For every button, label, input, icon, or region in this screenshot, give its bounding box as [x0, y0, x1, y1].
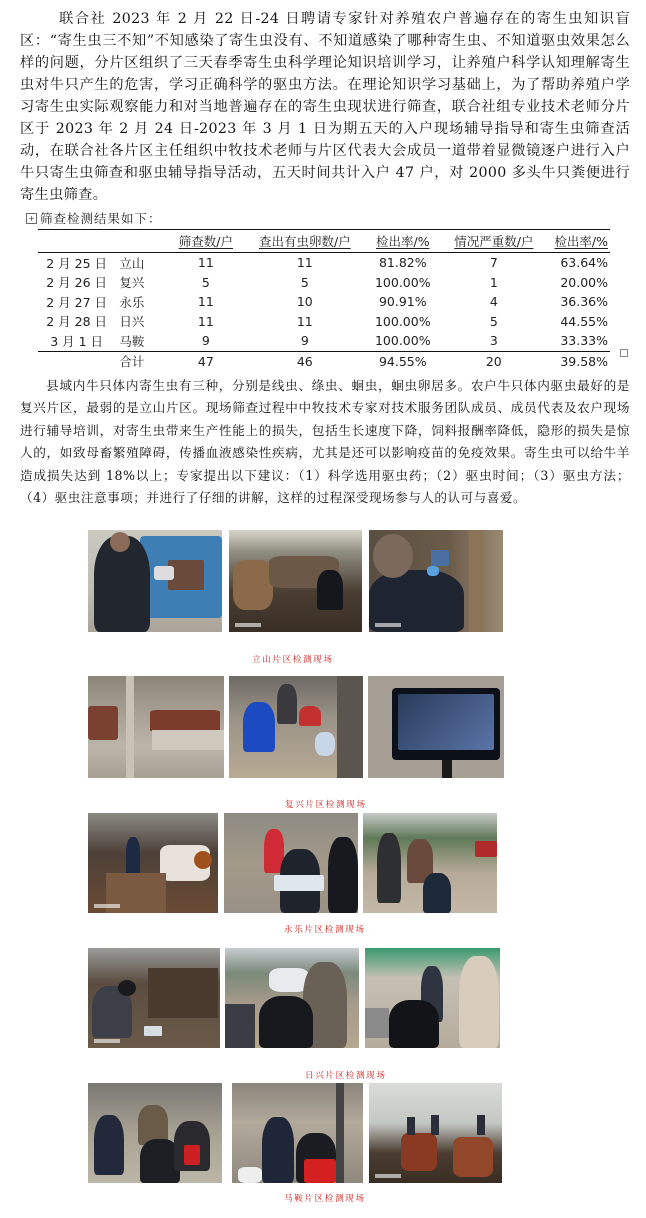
cell-date: 2 月 26 日 — [46, 275, 108, 291]
cattle-feeding-trough-photo — [88, 813, 218, 913]
barn-sampling-photo — [232, 1083, 363, 1183]
cell-positive: 10 — [296, 294, 313, 310]
group-sampling-photo — [229, 676, 363, 778]
photo-caption: 马鞍片区检测现场 — [284, 1194, 366, 1204]
table-header-row — [38, 230, 610, 253]
cell-total-severe-rate: 39.58% — [560, 353, 608, 369]
cell-positive-rate: 81.82% — [378, 255, 427, 271]
cell-area: 永乐 — [119, 294, 145, 310]
cattle-stalls-photo — [88, 676, 224, 778]
microscope-monitor-photo — [368, 676, 504, 778]
cell-date — [38, 351, 115, 371]
cell-area: 复兴 — [119, 275, 145, 291]
cell-screened: 11 — [197, 294, 214, 310]
cell-area: 立山 — [119, 255, 145, 271]
table-row — [38, 253, 610, 273]
table-row — [38, 273, 610, 293]
header-positive-rate: 检出率/% — [375, 234, 430, 249]
header-positive: 查出有虫卵数/户 — [258, 234, 351, 249]
findings-text: 县域内牛只体内寄生虫有三种，分别是线虫、绦虫、蛔虫，蛔虫卵居多。农户牛只体内驱虫最好的是复兴片区，最弱的是立山片区。现场筛查过程中中牧技术专家对技术服务团队成员、成员代表及农户现场进行辅导培训，对寄生虫带来生产性能上的损失，包括生长速度下降，饲料报酬率降低，隐形的损失是惊人的，如致母畜繁殖障碍，传播血液感染性疾病，尤其是还可以影响疫苗的免疫效果。寄生虫可以给牛羊造成损失达到 18%以上；专家提出以下建议：（1）科学选用驱虫药；（2）驱虫时间；（3）驱虫方法；（4）驱虫注意事项；并进行了仔细的讲解，这样的过程深受现场参与人的认可与喜爱。 — [20, 378, 630, 506]
cattle-in-tent-barn-photo — [369, 1083, 502, 1183]
cell-positive: 9 — [300, 333, 309, 349]
cell-area: 日兴 — [119, 314, 145, 330]
cell-total-positive: 46 — [296, 353, 313, 369]
cell-screened: 5 — [201, 274, 210, 290]
cell-severe-rate: 20.00% — [560, 274, 608, 290]
crouching-sampler-photo — [88, 948, 220, 1048]
cell-positive: 5 — [300, 274, 309, 290]
intro-paragraph — [20, 8, 630, 206]
header-area — [115, 230, 166, 253]
photo-caption: 复兴片区检测现场 — [285, 800, 367, 810]
findings-paragraph — [20, 375, 630, 509]
cattle-in-barn-photo — [229, 530, 362, 632]
table-row — [38, 331, 610, 351]
cell-date: 3 月 1 日 — [50, 333, 104, 349]
cell-severe-rate: 44.55% — [560, 313, 608, 329]
results-table-container — [38, 229, 610, 371]
header-date — [38, 230, 115, 253]
cell-severe: 1 — [489, 274, 498, 290]
cell-date: 2 月 27 日 — [46, 294, 108, 310]
photo-caption: 日兴片区检测现场 — [305, 1071, 387, 1081]
cell-total-severe: 20 — [485, 353, 502, 369]
cell-severe: 4 — [489, 294, 498, 310]
group-inspecting-sample-photo — [88, 1083, 222, 1183]
intro-text: 联合社 2023 年 2 月 22 日-24 日聘请专家针对养殖农户普遍存在的寄生虫知识盲区：“寄生虫三不知”不知感染了寄生虫没有、不知道感染了哪种寄生虫、不知道驱虫效果怎么样的问题，分片区组织了三天春季寄生虫科学理论知识培训学习，让养殖户科学认知理解寄生虫对牛只产生的危害，学习正确科学的驱虫方法。在理论知识学习基础上，为了帮助养殖户学习寄生虫实际观察能力和对当地普遍存在的寄生虫现状进行筛查，联合社组专业技术老师分片区于 2023 年 2 月 24 日-2023 年 3 月 1 日为期五天的入户现场辅导指导和寄生虫筛查活动，在联合社各片区主任组织中牧技术老师与片区代表大会成员一道带着显微镜逐户进行入户牛只寄生虫筛查和驱虫辅导指导活动，五天时间共计入户 47 户，对 2000 多头牛只粪便进行寄生虫筛查。 — [20, 11, 630, 203]
cell-positive: 11 — [296, 255, 313, 271]
cell-positive-rate: 90.91% — [378, 294, 427, 310]
move-handle-icon[interactable]: + — [26, 213, 37, 224]
man-with-tablet-photo — [369, 530, 503, 632]
table-total-row — [38, 351, 610, 371]
cell-screened: 11 — [197, 313, 214, 329]
cell-area: 马鞍 — [119, 333, 145, 349]
cell-severe: 5 — [489, 313, 498, 329]
man-at-blue-vehicle-photo — [88, 530, 222, 632]
microscope-outdoor-car-photo — [225, 948, 359, 1048]
cell-total-screened: 47 — [197, 353, 214, 369]
results-table — [38, 229, 610, 371]
outdoor-microscope-photo — [363, 813, 497, 913]
header-severe: 情况严重数/户 — [454, 234, 534, 249]
cell-screened: 11 — [197, 255, 214, 271]
cell-date: 2 月 25 日 — [46, 255, 108, 271]
table-row — [38, 292, 610, 312]
cell-positive-rate: 100.00% — [374, 274, 431, 290]
cell-positive: 11 — [296, 313, 313, 329]
photo-caption: 立山片区检测现场 — [252, 655, 334, 665]
cell-severe: 7 — [489, 255, 498, 271]
photo-caption: 永乐片区检测现场 — [284, 925, 366, 935]
header-severe-rate: 检出率/% — [554, 234, 608, 249]
cell-severe-rate: 33.33% — [560, 333, 608, 349]
cell-severe-rate: 63.64% — [560, 255, 608, 271]
header-screened: 筛查数/户 — [178, 234, 233, 249]
indoor-microscope-photo — [365, 948, 500, 1048]
cell-date: 2 月 28 日 — [46, 314, 108, 330]
technician-at-trough-photo — [224, 813, 358, 913]
end-of-cell-marker — [620, 349, 628, 357]
table-row — [38, 312, 610, 332]
cell-positive-rate: 100.00% — [374, 333, 431, 349]
cell-severe-rate: 36.36% — [560, 294, 608, 310]
cell-screened: 9 — [201, 333, 210, 349]
table-title: 筛查检测结果如下： — [40, 211, 162, 226]
cell-total-label: 合计 — [119, 354, 145, 370]
cell-severe: 3 — [489, 333, 498, 349]
cell-total-positive-rate: 94.55% — [378, 353, 427, 369]
cell-positive-rate: 100.00% — [374, 313, 431, 329]
